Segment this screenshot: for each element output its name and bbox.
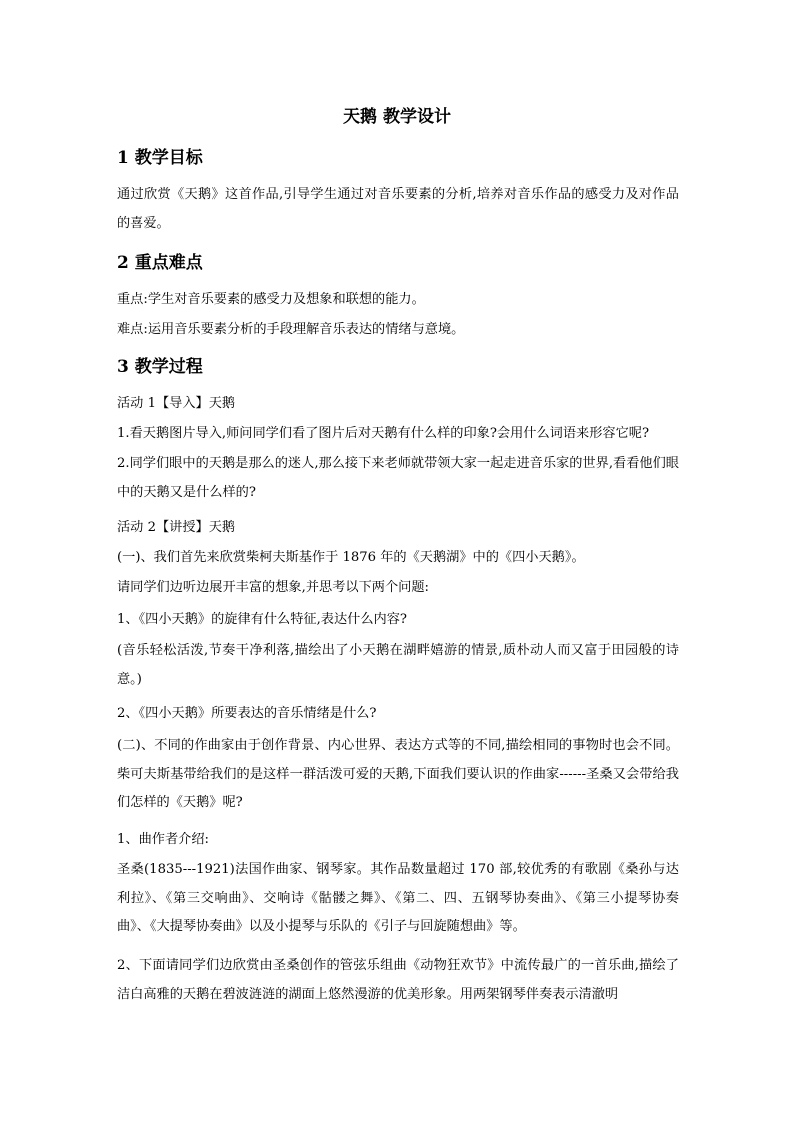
process-paragraph: 2、下面请同学们边欣赏由圣桑创作的管弦乐组曲《动物狂欢节》中流传最广的一首乐曲,描绘了洁白高雅的天鹅在碧波涟涟的湖面上悠然漫游的优美形象。用两架钢琴伴奏表示清澈明 xyxy=(117,958,679,1002)
objectives-paragraph: 通过欣赏《天鹅》这首作品,引导学生通过对音乐要素的分析,培养对音乐作品的感受力及对作品的喜爱。 xyxy=(117,187,679,231)
process-paragraph: (二)、不同的作曲家由于创作背景、内心世界、表达方式等的不同,描绘相同的事物时也会不同。柴可夫斯基带给我们的是这样一群活泼可爱的天鹅,下面我们要认识的作曲家------圣桑又会带给我们怎样的《天鹅》呢? xyxy=(117,738,679,810)
process-paragraph: 2.同学们眼中的天鹅是那么的迷人,那么接下来老师就带领大家一起走进音乐家的世界,看看他们眼中的天鹅又是什么样的? xyxy=(117,456,679,500)
composer-intro-paragraph: 圣桑(1835---1921)法国作曲家、钢琴家。其作品数量超过 170 部,较优秀的有歌剧《桑孙与达利拉》、《第三交响曲》、交响诗《骷髅之舞》、《第二、四、五钢琴协奏曲》、《第三小提琴协奏曲》、《大提琴协奏曲》以及小提琴与乐队的《引子与回旋随想曲》等。 xyxy=(117,862,679,934)
question-1: 1、《四小天鹅》的旋律有什么特征,表达什么内容? xyxy=(117,612,407,627)
document-title: 天鹅 教学设计 xyxy=(343,107,451,127)
section-heading-objectives: 1 教学目标 xyxy=(117,148,203,168)
answer-1: (音乐轻松活泼,节奏干净利落,描绘出了小天鹅在湖畔嬉游的情景,质朴动人而又富于田园般的诗意。) xyxy=(117,643,679,687)
process-paragraph: 1.看天鹅图片导入,师问同学们看了图片后对天鹅有什么样的印象?会用什么词语来形容它呢? xyxy=(117,426,650,441)
key-point-paragraph: 重点:学生对音乐要素的感受力及想象和联想的能力。 xyxy=(117,292,425,307)
process-paragraph: (一)、我们首先来欣赏柴柯夫斯基作于 1876 年的《天鹅湖》中的《四小天鹅》。 xyxy=(117,550,585,565)
activity-1-label: 活动 1【导入】天鹅 xyxy=(117,396,236,411)
composer-intro-label: 1、曲作者介绍: xyxy=(117,832,209,847)
question-2: 2、《四小天鹅》所要表达的音乐情绪是什么? xyxy=(117,706,377,721)
process-paragraph: 请同学们边听边展开丰富的想象,并思考以下两个问题: xyxy=(117,580,429,595)
section-heading-key-points: 2 重点难点 xyxy=(117,253,203,273)
difficulty-paragraph: 难点:运用音乐要素分析的手段理解音乐表达的情绪与意境。 xyxy=(117,322,465,337)
section-heading-process: 3 教学过程 xyxy=(117,357,203,377)
activity-2-label: 活动 2【讲授】天鹅 xyxy=(117,520,236,535)
